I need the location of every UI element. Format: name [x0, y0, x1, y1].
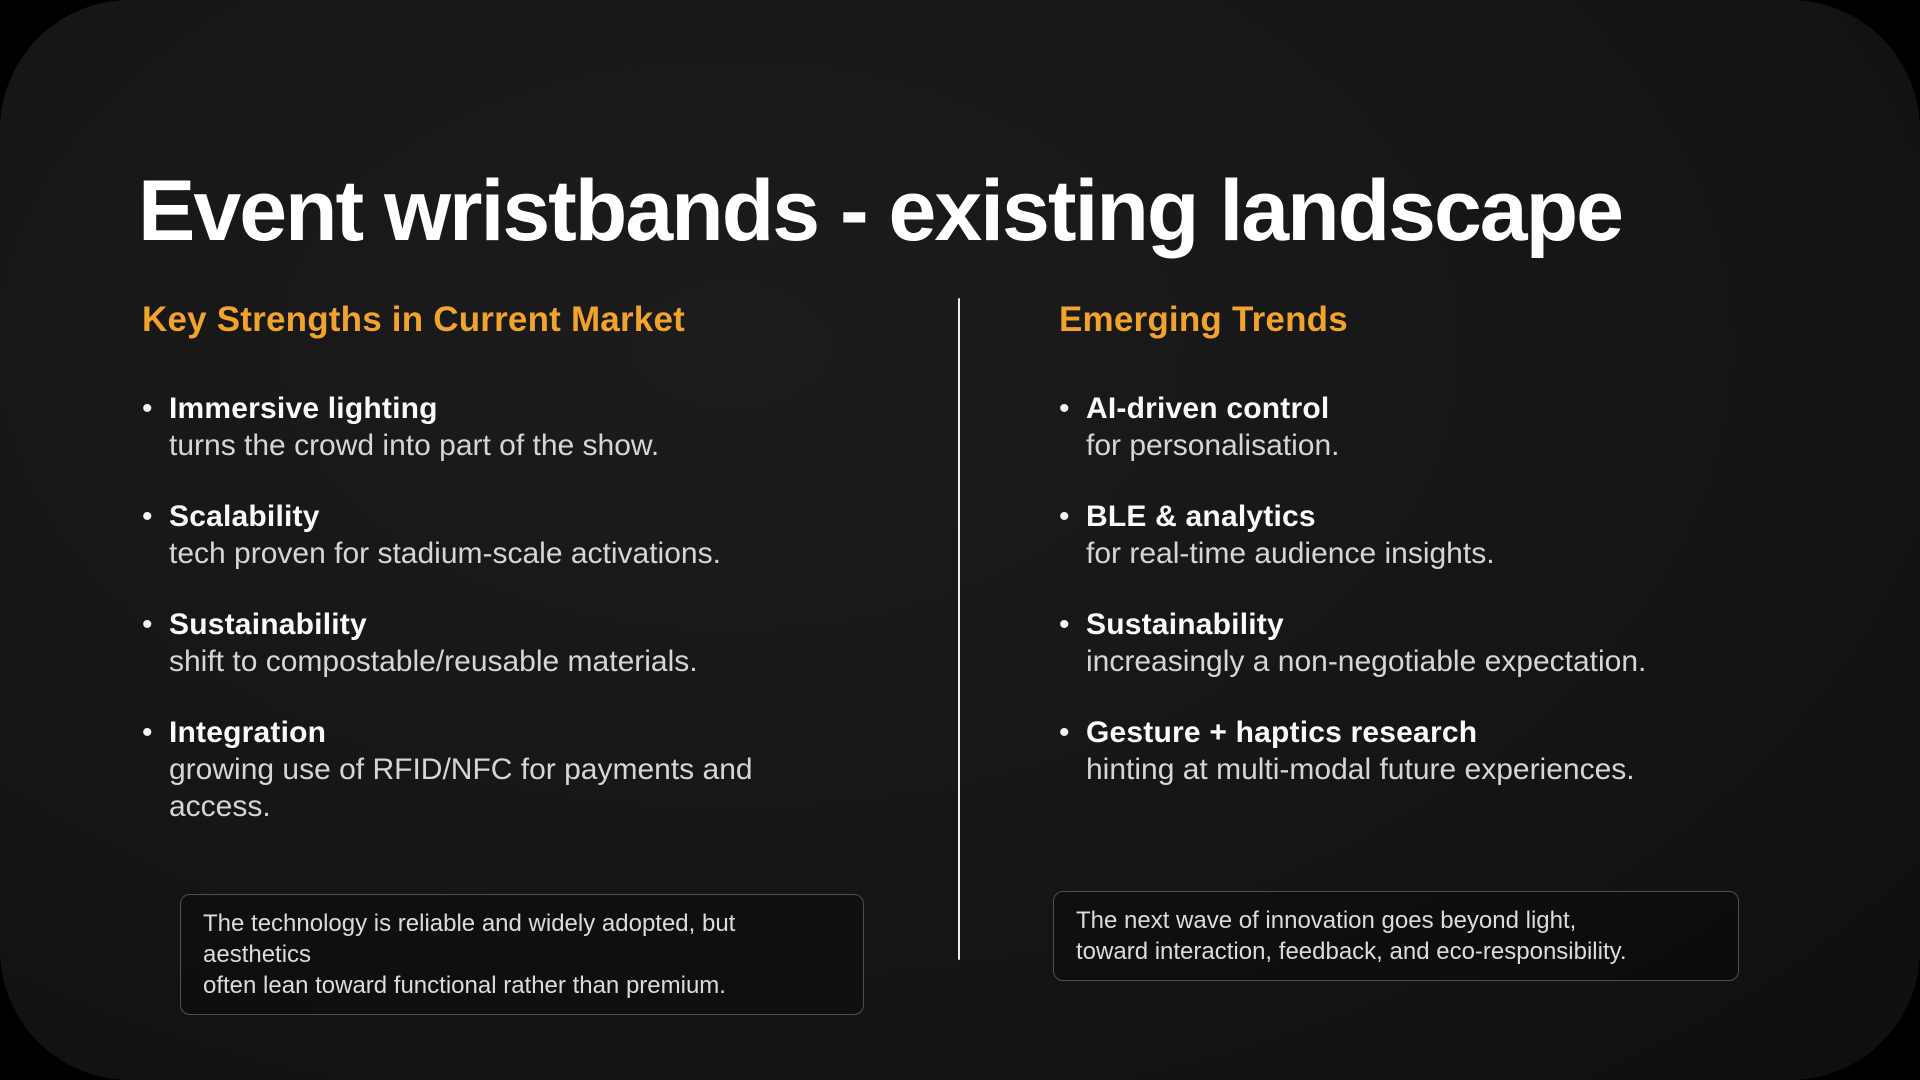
bullet-item: [142, 390, 822, 464]
bullet-term: Sustainability: [1086, 608, 1284, 641]
column-divider: [958, 298, 960, 960]
bullet-desc: turns the crowd into part of the show.: [169, 429, 660, 462]
bullet-term: Scalability: [169, 500, 320, 533]
bullet-desc: hinting at multi-modal future experiences.: [1086, 753, 1635, 786]
note-text: The next wave of innovation goes beyond light,: [1076, 907, 1577, 934]
note-text: often lean toward functional rather than premium.: [203, 972, 726, 999]
bullet-desc: increasingly a non-negotiable expectation.: [1086, 645, 1647, 678]
bullet-term: Sustainability: [169, 608, 367, 641]
page-title: Event wristbands - existing landscape: [138, 162, 1622, 259]
bullet-item: [142, 498, 822, 572]
bullet-dot: •: [1059, 608, 1070, 641]
bullet-dot: •: [1059, 392, 1070, 425]
section-heading: Emerging Trends: [1059, 300, 1348, 339]
note-text: The technology is reliable and widely adopted, but aesthetics: [203, 910, 736, 968]
note-box-key-strengths: [180, 894, 864, 1015]
bullet-dot: •: [1059, 716, 1070, 749]
bullet-dot: •: [142, 500, 153, 533]
bullet-dot: •: [142, 608, 153, 641]
note-box-emerging-trends: [1053, 891, 1739, 981]
bullet-dot: •: [142, 716, 153, 749]
bullet-term: Integration: [169, 716, 327, 749]
column-key-strengths: [142, 300, 882, 859]
bullet-term: AI-driven control: [1086, 392, 1330, 425]
bullet-dot: •: [1059, 500, 1070, 533]
bullet-term: Gesture + haptics research: [1086, 716, 1478, 749]
bullet-term: BLE & analytics: [1086, 500, 1316, 533]
note-text: toward interaction, feedback, and eco-responsibility.: [1076, 938, 1627, 965]
bullet-term: Immersive lighting: [169, 392, 438, 425]
section-heading: Key Strengths in Current Market: [142, 300, 685, 339]
bullet-dot: •: [142, 392, 153, 425]
bullet-item: [142, 606, 822, 680]
bullet-desc: for personalisation.: [1086, 429, 1340, 462]
bullet-desc: shift to compostable/reusable materials.: [169, 645, 698, 678]
bullet-desc: tech proven for stadium-scale activations.: [169, 537, 721, 570]
bullet-item: [1059, 606, 1739, 680]
bullet-item: [1059, 498, 1739, 572]
bullet-item: [1059, 390, 1739, 464]
bullet-desc: for real-time audience insights.: [1086, 537, 1495, 570]
bullet-item: [142, 714, 822, 825]
bullet-item: [1059, 714, 1739, 788]
bullet-list: [1059, 390, 1799, 788]
column-emerging-trends: [1059, 300, 1799, 822]
bullet-desc: growing use of RFID/NFC for payments and access.: [169, 753, 753, 823]
bullet-list: [142, 390, 882, 825]
